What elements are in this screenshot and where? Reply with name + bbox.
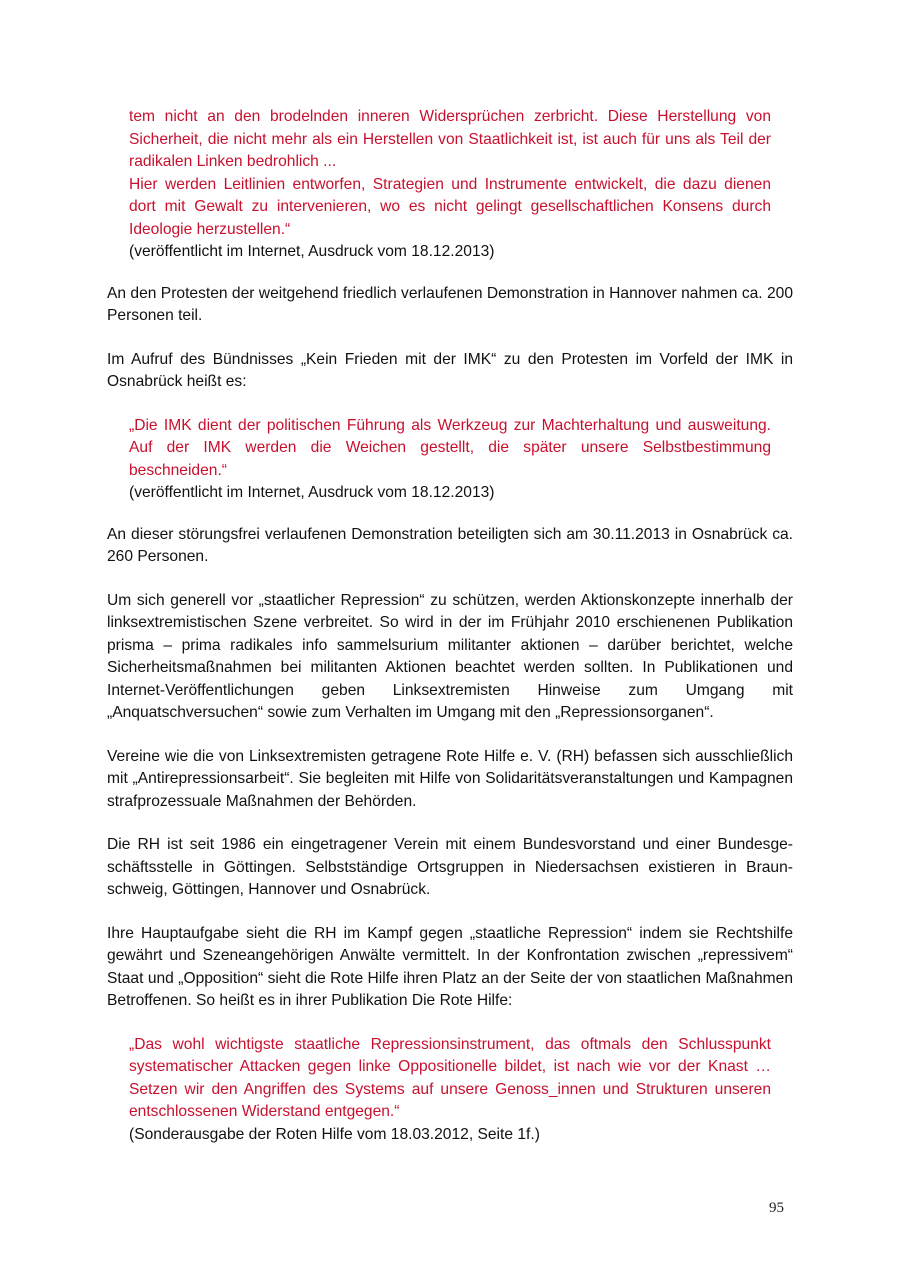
quote-source: (veröffentlicht im Internet, Ausdruck vom 18.12.2013) <box>129 243 495 260</box>
body-paragraph: Vereine wie die von Linksextremisten getragene Rote Hilfe e. V. (RH) befassen sich ausschließlich mit „Antirepressionsarbeit“. Sie begleiten mit Hilfe von Solidaritätsveranstaltungen und Kampagnen strafprozessuale Maßnahmen der Behörden. <box>107 747 793 810</box>
quote-source: (veröffentlicht im Internet, Ausdruck vom 18.12.2013) <box>129 484 495 501</box>
quote-paragraph: „Das wohl wichtigste staatliche Repressionsinstrument, das oftmals den Schlusspunkt systematischer Attacken gegen linke Oppositionelle bildet, ist nach wie vor der Knast … Setzen wir den Angriffen des Systems auf unsere Genoss_innen und Strukturen unseren entschlossenen Widerstand entgegen.“ <box>129 1035 771 1120</box>
quote-paragraph: tem nicht an den brodelnden inneren Widersprüchen zerbricht. Diese Herstellung von Sicherheit, die nicht mehr als ein Herstellen von Staatlichkeit ist, ist auch für uns als Teil der radikalen Linken bedrohlich ... <box>129 108 771 170</box>
quote-paragraph: Hier werden Leitlinien entworfen, Strategien und Instrumente entwickelt, die dazu dienen dort mit Gewalt zu intervenieren, wo es nicht gelingt gesellschaftlichen Konsens durch Ideologie herzustellen.“ <box>129 175 771 238</box>
body-paragraph: Die RH ist seit 1986 ein eingetragener Verein mit einem Bundesvorstand und einer Bundesgeschäftsstelle in Göttingen. Selbstständige Ortsgruppen in Niedersachsen existieren in Braunschweig, Göttingen, Hannover und Osnabrück. <box>107 836 793 898</box>
quote-block <box>107 106 793 264</box>
body-paragraph: An den Protesten der weitgehend friedlich verlaufenen Demonstration in Hannover nahmen ca. 200 Personen teil. <box>107 284 793 324</box>
quote-text <box>129 415 771 483</box>
body-paragraph: Ihre Hauptaufgabe sieht die RH im Kampf gegen „staatliche Repression“ indem sie Rechtshilfe gewährt und Szeneangehörigen Anwälte vermittelt. In der Konfrontation zwischen „repressivem“ Staat und „Opposition“ sieht die Rote Hilfe ihren Platz an der Seite der von staatlichen Maßnahmen Betroffenen. So heißt es in ihrer Publikation Die Rote Hilfe: <box>107 924 793 1009</box>
quote-block <box>107 1034 793 1147</box>
quote-source: (Sonderausgabe der Roten Hilfe vom 18.03.2012, Seite 1f.) <box>129 1125 540 1143</box>
body-paragraph: Um sich generell vor „staatlicher Repression“ zu schützen, werden Aktionskonzepte innerhalb der linksextremistischen Szene verbreitet. So wird in der im Frühjahr 2010 erschienenen Publikation prisma – prima radikales info sammelsurium militanter aktionen – darüber berichtet, welche Sicherheitsmaßnahmen bei militanten Aktionen beachtet werden sollten. In Publikationen und Internet-Veröffentlichungen geben Linksextremisten Hinweise zum Umgang mit „Anquatschversuchen“ sowie zum Verhalten im Umgang mit den „Repressionsorganen“. <box>107 591 793 721</box>
quote-text <box>129 106 771 241</box>
page-body <box>107 106 793 1165</box>
body-paragraph: Im Aufruf des Bündnisses „Kein Frieden mit der IMK“ zu den Protesten im Vorfeld der IMK in Osnabrück heißt es: <box>107 350 793 390</box>
quote-block <box>107 415 793 505</box>
quote-paragraph: „Die IMK dient der politischen Führung als Werkzeug zur Machterhaltung und ausweitung. Auf der IMK werden die Weichen gestellt, die später unsere Selbstbestimmung beschneiden.“ <box>129 416 771 479</box>
page-number: 95 <box>769 1200 784 1216</box>
quote-text <box>129 1034 771 1124</box>
body-paragraph: An dieser störungsfrei verlaufenen Demonstration beteiligten sich am 30.11.2013 in Osnabrück ca. 260 Personen. <box>107 525 793 565</box>
